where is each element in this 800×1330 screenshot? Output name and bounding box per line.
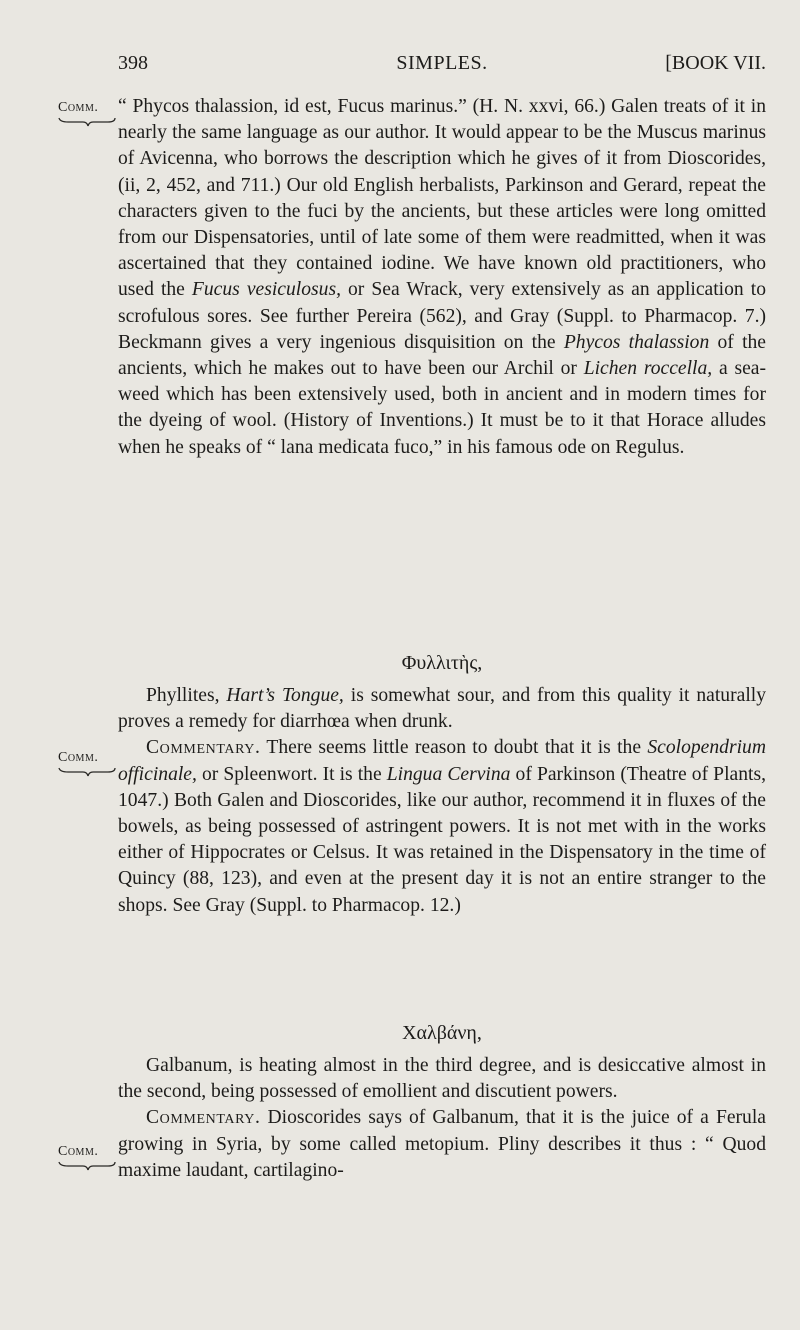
italic-term: Lingua Cervina	[386, 763, 511, 785]
text-segment: of the ancients, which he makes out to have been our Archil or	[118, 331, 767, 380]
margin-label: Comm.	[58, 100, 99, 115]
italic-term: Lichen roccella,	[583, 358, 713, 380]
margin-label: Comm.	[58, 750, 99, 765]
margin-note-comm-3	[58, 1144, 118, 1171]
commentary-paragraph	[118, 1105, 766, 1184]
text-segment: a sea-weed which has been extensively used, both in ancient and in modern times for the dyeing of wool. (History of Inventions.) It must be to it that Horace alludes when he speaks of “ lana medicata fuco,” in his famous ode on Regulus.	[118, 358, 766, 458]
margin-note-comm-2	[58, 750, 118, 777]
brace-icon	[58, 767, 116, 777]
brace-icon	[58, 1161, 116, 1171]
commentary-paragraph	[118, 735, 766, 918]
book-label: [BOOK VII.	[665, 52, 766, 74]
commentary-block-fucus	[118, 94, 766, 461]
page-number: 398	[118, 52, 148, 74]
commentary-label: Commentary.	[146, 737, 261, 759]
margin-note-comm-1	[58, 100, 118, 127]
text-segment: of Parkinson (Theatre of Plants, 1047.) Both Galen and Dioscorides, like our author, recommend it in fluxes of the bowels, as being possessed of astringent powers. It is not met with in the works either of Hippocrates or Celsus. It was retained in the Dispensatory in the time of Quincy (88, 123), and even at the present day it is not an entire stranger to the shops. See Gray (Suppl. to Pharmacop. 12.)	[118, 763, 766, 916]
margin-label: Comm.	[58, 1144, 99, 1159]
entry-phyllites	[118, 683, 766, 919]
running-title: SIMPLES.	[396, 52, 488, 74]
italic-term: Scolopendrium officinale,	[118, 737, 766, 785]
entry-paragraph	[118, 683, 766, 735]
entry-galbanum	[118, 1053, 766, 1184]
text-segment: or Spleenwort. It is the	[196, 763, 387, 785]
running-header	[118, 52, 766, 78]
text-segment: is somewhat sour, and from this quality it naturally proves a remedy for diarrhœa when drunk.	[118, 685, 767, 733]
italic-term: Fucus vesiculosus,	[191, 279, 341, 301]
italic-term: Hart’s Tongue,	[226, 685, 344, 706]
italic-term: Phycos thalassion	[563, 331, 710, 353]
greek-heading-galbanum: Χαλβάνη,	[402, 1022, 482, 1044]
brace-icon	[58, 117, 116, 127]
text-segment: “ Phycos thalassion, id est, Fucus marinus.” (H. N. xxvi, 66.) Galen treats of it in nearly the same language as our author. It would appear to be the Muscus marinus of Avicenna, who borrows the description which he gives of it from Dioscorides, (ii, 2, 452, and 711.) Our old English herbalists, Parkinson and Gerard, repeat the characters given to the fuci by the ancients, but these articles were long omitted from our Dispensatories, until of late some of them were readmitted, when it was ascertained that they contained iodine. We have known old practitioners, who used the	[118, 96, 766, 301]
text-segment: Phyllites,	[146, 685, 227, 706]
commentary-label: Commentary.	[146, 1107, 261, 1129]
text-segment: There seems little reason to doubt that it is the	[260, 737, 648, 759]
greek-heading-phyllites: Φυλλιτὴς,	[401, 652, 483, 674]
entry-paragraph: Galbanum, is heating almost in the third degree, and is desiccative almost in the second, being possessed of emollient and discutient powers.	[118, 1055, 766, 1103]
text-segment: or Sea Wrack, very extensively as an application to scrofulous sores. See further Pereira (562), and Gray (Suppl. to Pharmacop. 7.) Beckmann gives a very ingenious disquisition on the	[118, 279, 766, 353]
text-segment: Dioscorides says of Galbanum, that it is the juice of a Ferula growing in Syria, by some called metopium. Pliny describes it thus : “ Quod maxime laudant, cartilagino-	[118, 1107, 766, 1181]
